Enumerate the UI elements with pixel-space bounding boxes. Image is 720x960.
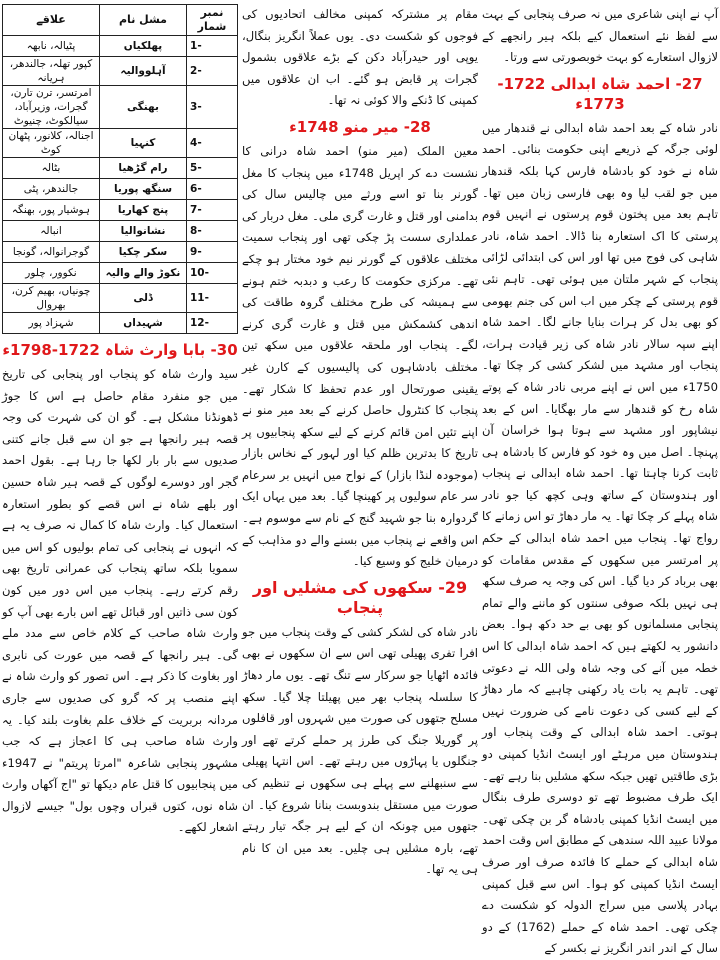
misl-areas: کپور تھلہ، جالندھر، ہریانہ <box>3 57 100 86</box>
table-row <box>3 36 238 57</box>
row-number: -4 <box>187 129 238 158</box>
misl-name: شہیداں <box>100 313 187 334</box>
misl-areas: ہوشیار پور، بھنگہ <box>3 200 100 221</box>
section-heading-29: 29- سکھوں کی مشلیں اور پنجاب <box>252 577 468 617</box>
section-heading-28: 28- میر منو 1748ء <box>289 117 431 136</box>
misl-name: سکر چکیا <box>100 242 187 263</box>
misl-name: نکوڑ والے والیہ <box>100 263 187 284</box>
table-row <box>3 263 238 284</box>
section-heading-30: 30- بابا وارث شاہ 1722-1798ء <box>2 341 238 359</box>
paragraph: نادر شاہ کے بعد احمد شاہ ابدالی نے قندھار میں لوئی جرگہ کے ذریعے اپنی حکومت بنائی۔ احمد شاہ نے خود کو بادشاہ فارس کہا بلکہ قندھار میں جو لقب لیا وہ بھی فارسی زبان میں تھا۔ تاہم بعد میں پختون قوم پرستوں نے انہیں قوم پرستی کا اک استعارہ بنا ڈالا۔ احمد شاہ، نادر شاہی کی فوج میں تھا اور اس کی ابتدائی لڑائی پنجاب کے شہر ملتان میں ہوئی تھی۔ تاہم نئی قوم پرستی کے چکر میں اب اس کی جنم بھومی کو بھی بدل کر ہرات بنایا جانے لگا۔ احمد شاہ اپنے سپہ سالار نادر شاہ کی زیر قیادت ہرات، پنجاب اور مشہد میں لشکر کشی کر چکا تھا۔ 1750ء میں اس نے اپنے مربی نادر شاہ کے پوتے شاہ رخ کو قندھار سے مار بھگایا۔ اس کے بعد نیشاپور اور مشہد سے ہوتا ہوا خراسان آن پہنچا۔ اصل میں وہ خود کو فارس کا بادشاہ ہی ثابت کرنا چاہتا تھا۔ احمد شاہ ابدالی نے پنجاب اور ہندوستان کے ساتھ وہی کچھ کیا جو نادر شاہ پہلے کر چکا تھا۔ یہ مار دھاڑ تو اس زمانے کا رواج تھا۔ پنجاب میں احمد شاہ ابدالی کے حکم پر امرتسر میں سکھوں کے مقدس مقامات کو بھی برباد کر دیا گیا۔ اس کی وجہ یہ صرف سکھ ہی نہیں بلکہ صوفی سنتوں کو ماننے والے تمام پنجابی مسلمانوں کو بھی بے حد دکھ ہوا۔ بعض دانشور یہ لکھتے ہیں کہ احمد شاہ ابدالی کا اس خطہ میں آنے کی وجہ شاہ ولی اللہ نے دعوتی تھی۔ تاہم یہ بات یاد رکھنی چاہیے کہ مار دھاڑ کے لیے کسی کی دعوت نامے کی ضرورت نہیں ہوتی۔ احمد شاہ ابدالی کے وقت پنجاب اور ہندوستان میں مرہٹے اور ایسٹ انڈیا کمپنی دو بڑی طاقتیں تھیں جبکہ سکھ مشلیں بنا رہے تھے۔ ایک طرف مضبوط تھے تو دوسری طرف بنگال میں ایسٹ انڈیا کمپنی بادشاہ گر بن چکی تھی۔ مولانا عبید اللہ سندھی کے مطابق اس وقت احمد شاہ ابدالی کے حملے کا فائدہ صرف اور صرف ایسٹ انڈیا کمپنی کو ہوا۔ اس سے قبل کمپنی بہادر پلاسی میں سراج الدولہ کو شکست دے چکی تھی۔ احمد شاہ کے حملے (1762) کے دو سال کے اندر اندر انگریز نے بکسر کے <box>482 120 718 956</box>
misl-areas: اجنالہ، کلانور، پٹھان کوٹ <box>3 129 100 158</box>
row-number: -5 <box>187 158 238 179</box>
misl-areas: گوجرانوالہ، گونجا <box>3 242 100 263</box>
table-row <box>3 221 238 242</box>
column-middle <box>242 4 478 920</box>
column-left <box>2 4 238 920</box>
row-number: -2 <box>187 57 238 86</box>
misl-areas: جالندھر، پٹی <box>3 179 100 200</box>
row-number: -7 <box>187 200 238 221</box>
misl-areas: چونیاں، بھیم کرن، بھروال <box>3 284 100 313</box>
misl-name: رام گڑھیا <box>100 158 187 179</box>
paragraph: سید وارث شاہ کو پنجاب اور پنجابی کی تاریخ میں جو منفرد مقام حاصل ہے اس کا جوڑ ڈھونڈنا مشکل ہے۔ گو ان کی شہرت کی وجہ قصہ ہیر رانجھا ہے جو ان سے قبل جانے کتنی صدیوں سے بار بار لکھا جا رہا ہے۔ بقول احمد گجر اور دوسرے لوگوں کے قصہ ہیر شاہ حسین اور بلھے شاہ نے اس قصے کو بطور استعارہ استعمال کیا۔ وارث شاہ کا کمال نہ صرف یہ ہے کہ انہوں نے پنجابی کی تمام بولیوں کو اس میں سمویا بلکہ ساتھ پنجاب کی عمرانی تاریخ بھی رقم کرتے رہے۔ پنجاب میں اس دور میں کون کون سی ذاتیں اور قبائل تھے اس بارے بھی آپ کو وارث شاہ صاحب کے کلام خاص سے مدد ملے گی۔ ہیر رانجھا کے قصہ میں عورت کی نابری اور بغاوت کا ذکر ہے۔ اس تصور کو وارث شاہ نے اپنے منصب پر کہ گرو کی صدیوں سے جاری مردانہ بربریت کے خلاف علم بغاوت بلند کیا۔ یہ وارث شاہ صاحب ہی کا اعجاز ہے کہ جب مشہور پنجابی شاعرہ "امرتا پریتم" نے 1947ء میں پنجابیوں کا قتل عام دیکھا تو "اج آکھاں وارث شاہ نوں، کتوں قبراں وچوں بول" جیسے لازوال اشعار لکھے۔ <box>2 367 238 835</box>
misl-areas: نکوور، چلور <box>3 263 100 284</box>
misl-name: آہلووالیہ <box>100 57 187 86</box>
column-right <box>482 4 718 956</box>
misl-areas: پٹیالہ، نابھہ <box>3 36 100 57</box>
misl-name: کنہیا <box>100 129 187 158</box>
table-row <box>3 86 238 129</box>
row-number: -8 <box>187 221 238 242</box>
misl-areas: شہزاد پور <box>3 313 100 334</box>
misl-areas: بٹالہ <box>3 158 100 179</box>
misl-areas: امرتسر، ترن تارن، گجرات، وزیرآباد، سیالکوٹ، چنیوٹ <box>3 86 100 129</box>
row-number: -10 <box>187 263 238 284</box>
misl-name: پنج کھاریا <box>100 200 187 221</box>
misl-name: سنگھ پوریا <box>100 179 187 200</box>
table-header-row <box>3 5 238 36</box>
misl-name: بھنگی <box>100 86 187 129</box>
row-number: -6 <box>187 179 238 200</box>
table-row <box>3 242 238 263</box>
row-number: -1 <box>187 36 238 57</box>
row-number: -9 <box>187 242 238 263</box>
row-number: -12 <box>187 313 238 334</box>
table-row <box>3 129 238 158</box>
section-heading-27: 27- احمد شاہ ابدالی 1722-1773ء <box>497 74 703 113</box>
paragraph: مقام پر مشترکہ کمپنی مخالف اتحادیوں کی فوجوں کو شکست دی۔ یوں عملاً انگریز بنگال، یوپی اور حیدرآباد دکن کے بڑے علاقوں بشمول گجرات پر قابض ہو گئے۔ اب ان علاقوں میں کمپنی کا ڈنکے والا کوئی نہ تھا۔ <box>242 7 478 108</box>
misl-table <box>2 4 238 334</box>
table-row <box>3 57 238 86</box>
table-row <box>3 158 238 179</box>
paragraph: آپ نے اپنی شاعری میں نہ صرف پنجابی کے بہت سے لفظ نئے استعمال کیے بلکہ ہیر رانجھے کے لازوال استعارے کو بہت خوبصورتی سے ورتا۔ <box>482 7 718 65</box>
table-row <box>3 179 238 200</box>
table-row <box>3 313 238 334</box>
table-row <box>3 284 238 313</box>
misl-name: نشانوالیا <box>100 221 187 242</box>
misl-name: ڈلی <box>100 284 187 313</box>
header-areas: علاقے <box>3 5 100 36</box>
row-number: -11 <box>187 284 238 313</box>
paragraph: نادر شاہ کی لشکر کشی کے وقت پنجاب میں جو افرا تفری پھیلی تھی اس سے ان سکھوں نے بھی فائدہ اٹھایا جو سرکار سے تنگ تھے۔ یوں مار دھاڑ کا سلسلہ پنجاب بھر میں پھیلتا چلا گیا۔ سکھ مسلح جتھوں کی صورت میں شہروں اور قافلوں پر گوریلا جنگ کی طرز پر حملے کرتے تھے اور جنگلوں یا پہاڑوں میں رہتے تھے۔ اس انتہا پھیلی سے سنبھلنے سے پہلے ہی سکھوں نے تنظیم کی صورت میں مستقل بندوبست بنانا شروع کیا۔ ان جتھوں میں چونکہ ان کے لیے ہر جگہ تیار رہتے تھے، بارہ مشلیں ہی چلیں۔ بعد میں ان کا نام ہی یہ تھا۔ <box>242 624 478 877</box>
table-row <box>3 200 238 221</box>
header-serial: نمبر شمار <box>187 5 238 36</box>
misl-name: پھلکیاں <box>100 36 187 57</box>
row-number: -3 <box>187 86 238 129</box>
header-misl-name: مشل نام <box>100 5 187 36</box>
misl-areas: انبالہ <box>3 221 100 242</box>
paragraph: معین الملک (میر منو) احمد شاہ درانی کا نشست دے کر اپریل 1748ء میں پنجاب کا مغل گورنر بنا تو اسے ورثے میں چالیس سال کی بدامنی اور قتل و غارت گری ملی۔ مغل دربار کی عملداری سست پڑ چکی تھی اور پنجاب سمیت مختلف علاقوں کے گورنر نیم خود مختار ہو چکے تھے۔ مرکزی حکومت کا رعب و دبدبہ ختم ہونے سے ہمیشہ کی طرح مختلف گروہ طاقت کی اندھی کشمکش میں قتل و غارت گری کرنے لگے۔ پنجاب اور ملحقہ علاقوں میں سکھ تین مختلف بادشاہوں کی پالیسیوں کے کارن غیر یقینی صورتحال اور عدم تحفظ کا شکار تھے۔ پنجاب کا کنٹرول حاصل کرنے کے بعد میر منو نے اپنے تئیں امن قائم کرنے کے لیے سکھ پنجابیوں پر تاریخ کا بدترین ظلم کیا اور لہور کے نخاس بازار (موجودہ لنڈا بازار) کے نواح میں انہیں بر سرعام سر عام سولیوں پر کھینچا گیا۔ بعد میں یہاں ایک گردوارہ بنا جو شہید گنج کے نام سے موسوم ہے۔ اس واقعے نے پنجاب میں بسنے والے دو مذاہب کے درمیان خلیج کو وسیع کیا۔ <box>242 143 478 569</box>
